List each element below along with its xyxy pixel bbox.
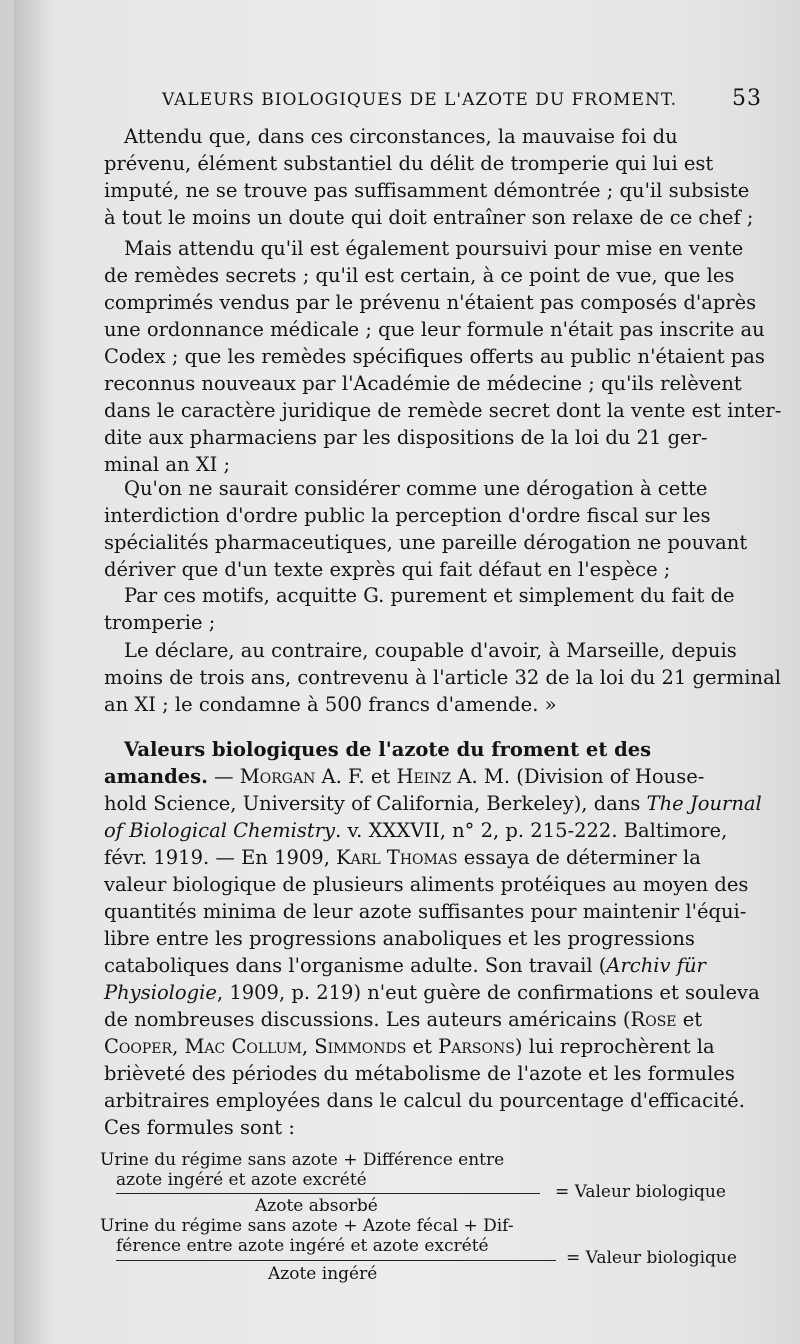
author-name: Mac Collum (184, 1035, 302, 1058)
article-abstract (104, 736, 784, 1141)
formula-numerator-line: férence entre azote ingéré et azote excrété (116, 1236, 489, 1256)
text-fragment: et (676, 1008, 703, 1031)
formula-result: = Valeur biologique (566, 1248, 737, 1268)
text-line (104, 1006, 784, 1033)
text-line (104, 817, 784, 844)
text-line: imputé, ne se trouve pas suffisamment démontrée ; qu'il subsiste (104, 179, 750, 202)
text-line: dans le caractère juridique de remède secret dont la vente est inter- (104, 399, 782, 422)
text-line: minal an XI ; (104, 453, 231, 476)
text-line (104, 979, 784, 1006)
text-line: an XI ; le condamne à 500 francs d'amende. » (104, 693, 557, 716)
journal-title-cont: Physiologie (104, 981, 217, 1004)
fraction-bar (116, 1193, 540, 1194)
formula-numerator-line: Urine du régime sans azote + Différence entre (100, 1150, 505, 1170)
text-fragment: hold Science, University of California, Berkeley), dans (104, 792, 647, 815)
text-fragment: févr. 1919. — En 1909, (104, 846, 337, 869)
text-fragment: de nombreuses discussions. Les auteurs américains ( (104, 1008, 631, 1031)
formula-2 (100, 1216, 790, 1284)
text-line: brièveté des périodes du métabolisme de l'azote et les formules (104, 1062, 735, 1085)
text-line: prévenu, élément substantiel du délit de tromperie qui lui est (104, 152, 714, 175)
text-line: tromperie ; (104, 611, 216, 634)
text-fragment: . v. XXXVII, n° 2, p. 215-222. Baltimore, (335, 819, 728, 842)
formula-1 (100, 1150, 790, 1216)
text-line: Attendu que, dans ces circonstances, la mauvaise foi du (124, 125, 678, 148)
formula-denominator: Azote ingéré (268, 1264, 378, 1284)
separator: , (172, 1035, 185, 1058)
author-name: Cooper (104, 1035, 173, 1058)
text-fragment: cataboliques dans l'organisme adulte. Son travail ( (104, 954, 607, 977)
text-line: spécialités pharmaceutiques, une pareille dérogation ne pouvant (104, 531, 748, 554)
dash: — (207, 765, 240, 788)
journal-title: The Journal (646, 792, 762, 815)
author-name: Rose (630, 1008, 677, 1031)
text-line: Codex ; que les remèdes spécifiques offerts au public n'étaient pas (104, 345, 765, 368)
author-name: Simmonds (314, 1035, 407, 1058)
text-line (104, 844, 784, 871)
formula-result: = Valeur biologique (555, 1182, 726, 1202)
text-line (104, 763, 784, 790)
text-line: Ces formules sont : (104, 1116, 295, 1139)
text-line: reconnus nouveaux par l'Académie de médecine ; qu'ils relèvent (104, 372, 742, 395)
text-line: comprimés vendus par le prévenu n'étaient pas composés d'après (104, 291, 757, 314)
formula-numerator-line: azote ingéré et azote excrété (116, 1170, 367, 1190)
text-fragment: , 1909, p. 219) n'eut guère de confirmations et souleva (216, 981, 760, 1004)
text-line: moins de trois ans, contrevenu à l'article 32 de la loi du 21 germinal (104, 666, 781, 689)
paragraph-1 (104, 123, 784, 231)
formula-denominator: Azote absorbé (255, 1196, 378, 1216)
text-line: dériver que d'un texte exprès qui fait défaut en l'espèce ; (104, 558, 671, 581)
text-line: libre entre les progressions anaboliques et les progressions (104, 927, 695, 950)
text-line: à tout le moins un doute qui doit entraîner son relaxe de ce chef ; (104, 206, 754, 229)
fraction-bar (116, 1260, 556, 1261)
text-line (104, 790, 784, 817)
article-title: Valeurs biologiques de l'azote du froment et des (124, 738, 652, 761)
page-number: 53 (732, 86, 762, 111)
author-name: Heinz (396, 765, 452, 788)
text-line: de remèdes secrets ; qu'il est certain, à ce point de vue, que les (104, 264, 735, 287)
text-line: Par ces motifs, acquitte G. purement et simplement du fait de (124, 584, 735, 607)
author-name: Morgan (239, 765, 316, 788)
text-line: arbitraires employées dans le calcul du pourcentage d'efficacité. (104, 1089, 745, 1112)
text-line: Le déclare, au contraire, coupable d'avoir, à Marseille, depuis (124, 639, 737, 662)
text-line: Mais attendu qu'il est également poursuivi pour mise en vente (124, 237, 744, 260)
text-fragment: et (406, 1035, 439, 1058)
text-line (104, 1033, 784, 1060)
paragraph-3 (104, 475, 784, 583)
text-line: quantités minima de leur azote suffisantes pour maintenir l'équi- (104, 900, 747, 923)
journal-title: Archiv für (606, 954, 706, 977)
text-line: valeur biologique de plusieurs aliments protéiques au moyen des (104, 873, 749, 896)
text-line: Qu'on ne saurait considérer comme une dérogation à cette (124, 477, 708, 500)
paragraph-5 (104, 637, 784, 718)
running-title: VALEURS BIOLOGIQUES DE L'AZOTE DU FROMENT. (162, 90, 678, 110)
text-fragment: A. M. (Division of House- (451, 765, 705, 788)
author-name: Parsons (438, 1035, 515, 1058)
separator: , (301, 1035, 315, 1058)
paragraph-4 (104, 582, 784, 636)
text-fragment: essaya de déterminer la (457, 846, 701, 869)
author-name: Karl Thomas (336, 846, 458, 869)
text-line (104, 952, 784, 979)
text-line (104, 736, 784, 763)
text-fragment: ) lui reprochèrent la (514, 1035, 715, 1058)
formula-numerator-line: Urine du régime sans azote + Azote fécal + Dif- (100, 1216, 514, 1236)
text-line: interdiction d'ordre public la perception d'ordre fiscal sur les (104, 504, 711, 527)
running-header (162, 86, 762, 111)
text-line: dite aux pharmaciens par les dispositions de la loi du 21 ger- (104, 426, 708, 449)
author-initials: A. F. et (315, 765, 397, 788)
article-title-end: amandes. (104, 765, 208, 788)
paragraph-2 (104, 235, 784, 478)
journal-title-cont: of Biological Chemistry (104, 819, 336, 842)
text-line: une ordonnance médicale ; que leur formule n'était pas inscrite au (104, 318, 765, 341)
